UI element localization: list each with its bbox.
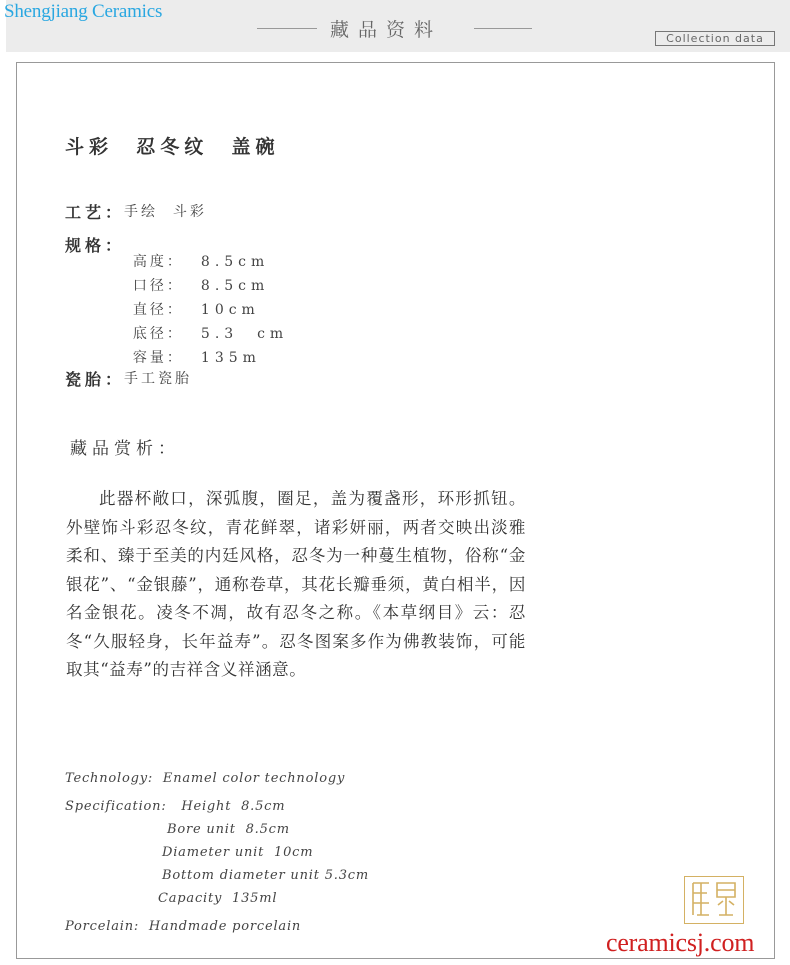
- en-spec-diameter: Diameter unit 10cm: [162, 845, 314, 860]
- spec-value: 8.5cm: [200, 254, 270, 270]
- spec-value: 8.5cm: [200, 278, 270, 294]
- craft-label: 工艺：: [65, 203, 126, 222]
- spec-key: 直径：: [132, 302, 184, 318]
- en-spec-bottom: Bottom diameter unit 5.3cm: [162, 868, 369, 883]
- body-value: 手工瓷胎: [124, 371, 192, 387]
- collection-data-tag: Collection data: [655, 31, 775, 46]
- craft-value: 手绘 斗彩: [124, 204, 207, 220]
- spec-value: 5.3 cm: [200, 326, 289, 342]
- title-rule-left: [257, 28, 317, 29]
- spec-value: 10cm: [200, 302, 260, 318]
- spec-row-capacity: [124, 331, 261, 367]
- spec-value: 135m: [200, 350, 261, 366]
- body-label: 瓷胎：: [65, 370, 126, 389]
- spec-key: 容量：: [132, 350, 184, 366]
- spec-key: 口径：: [132, 278, 184, 294]
- en-porcelain: Porcelain: Handmade porcelain: [65, 919, 302, 934]
- brand-logo-text: Shengjiang Ceramics: [4, 1, 163, 22]
- product-title: 斗彩 忍冬纹 盖碗: [65, 136, 280, 158]
- section-title: 藏品资料: [330, 19, 443, 41]
- analysis-text: 此器杯敞口，深弧腹，圈足，盖为覆盏形，环形抓钮。外壁饰斗彩忍冬纹，青花鲜翠，诸彩妍丽，两者交映出淡雅柔和、臻于至美的内廷风格，忍冬为一种蔓生植物，俗称“金银花”、“金银藤”，通称卷草，其花长瓣垂须，黄白相半，因名金银花。凌冬不凋，故有忍冬之称。《本草纲目》云：忍冬“久服轻身，长年益寿”。忍冬图案多作为佛教装饰，可能取其“益寿”的吉祥含义祥涵意。: [66, 489, 526, 679]
- title-rule-right: [474, 28, 532, 29]
- footer-brand-url: ceramicsj.com: [606, 928, 755, 957]
- spec-key: 底径：: [132, 326, 184, 342]
- spec-key: 高度：: [132, 254, 184, 270]
- seal-stamp-icon: [684, 876, 744, 924]
- en-technology: Technology: Enamel color technology: [65, 771, 346, 786]
- en-spec-height: Specification: Height 8.5cm: [65, 799, 286, 814]
- spec-label: 规格：: [65, 236, 126, 255]
- analysis-heading: 藏品赏析：: [70, 439, 180, 459]
- en-spec-bore: Bore unit 8.5cm: [167, 822, 290, 837]
- en-spec-capacity: Capacity 135ml: [158, 891, 278, 906]
